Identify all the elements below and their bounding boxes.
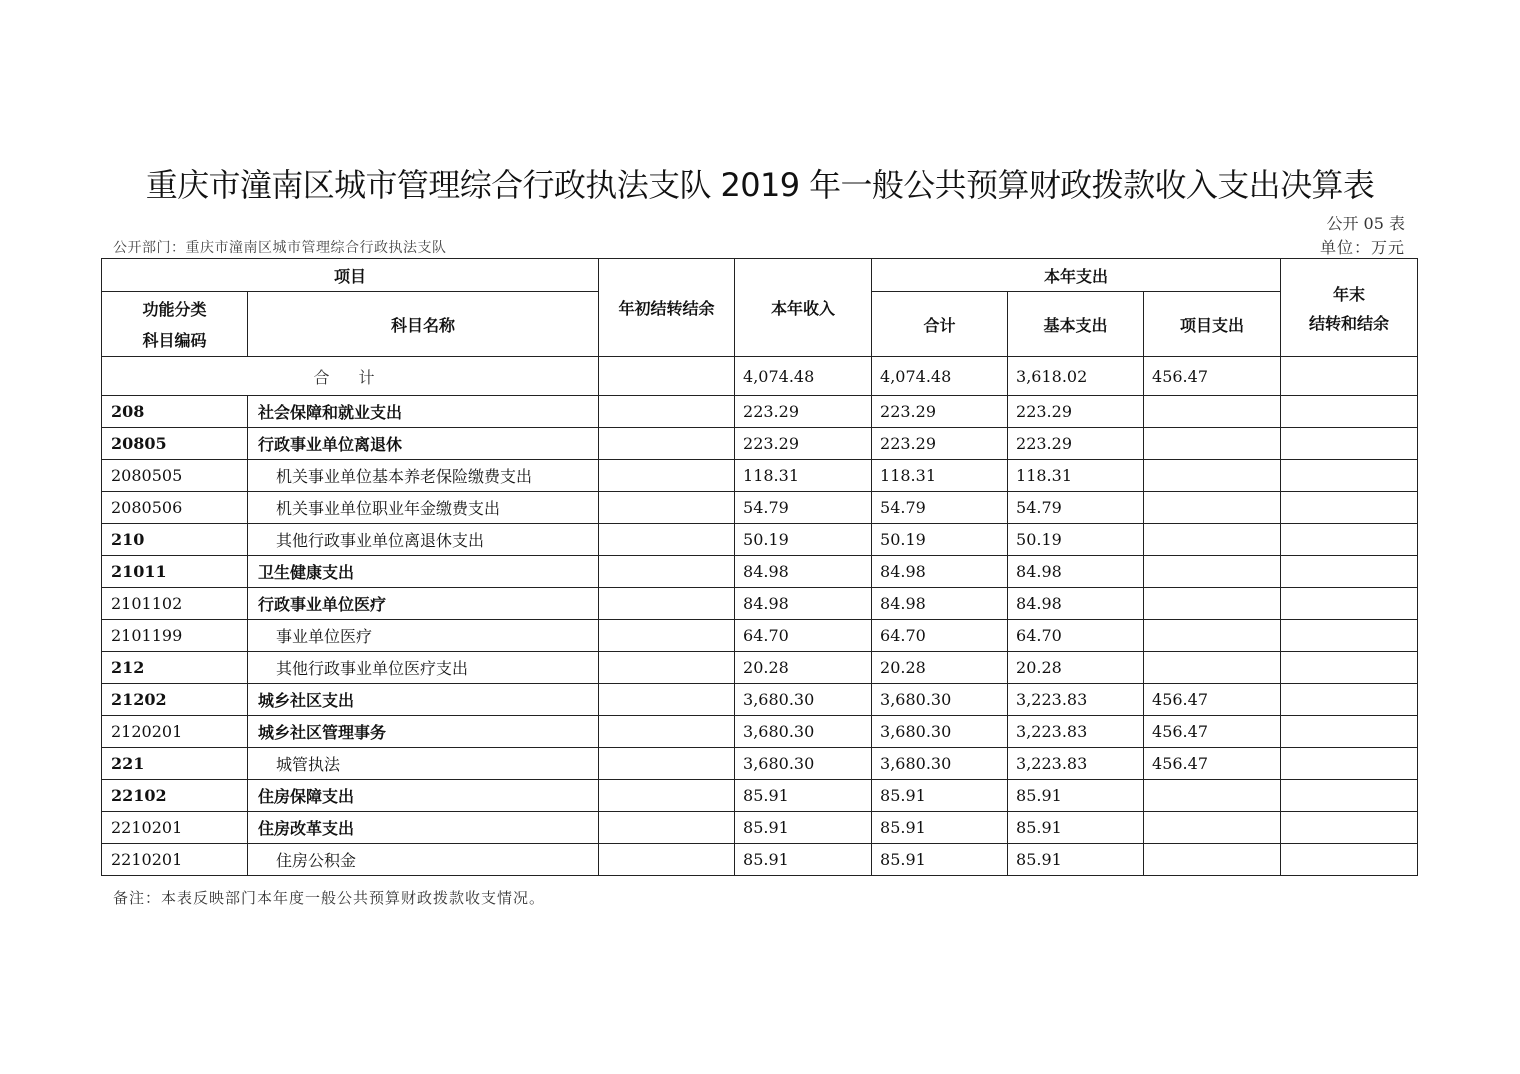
unit-label: 单位：万元 — [1319, 238, 1405, 257]
table-row — [102, 684, 1418, 716]
header-income: 本年收入 — [735, 259, 872, 357]
cell-total: 85.91 — [872, 844, 1008, 876]
cell-code: 2210201 — [102, 812, 248, 844]
cell-year-end — [1281, 492, 1418, 524]
cell-project: 456.47 — [1144, 357, 1281, 396]
cell-code: 2080505 — [102, 460, 248, 492]
header-basic: 基本支出 — [1008, 292, 1144, 357]
table-row — [102, 620, 1418, 652]
cell-code: 221 — [102, 748, 248, 780]
table-row — [102, 492, 1418, 524]
header-subject-name: 科目名称 — [248, 292, 599, 357]
cell-name: 城乡社区支出 — [248, 684, 599, 716]
table-row — [102, 780, 1418, 812]
cell-income: 4,074.48 — [735, 357, 872, 396]
cell-opening — [599, 428, 735, 460]
cell-code: 210 — [102, 524, 248, 556]
cell-opening — [599, 684, 735, 716]
cell-income: 223.29 — [735, 396, 872, 428]
cell-basic: 223.29 — [1008, 396, 1144, 428]
cell-total: 84.98 — [872, 588, 1008, 620]
cell-year-end — [1281, 748, 1418, 780]
cell-project — [1144, 620, 1281, 652]
cell-opening — [599, 396, 735, 428]
table-row — [102, 460, 1418, 492]
cell-total: 3,680.30 — [872, 684, 1008, 716]
cell-basic: 85.91 — [1008, 844, 1144, 876]
cell-name: 住房保障支出 — [248, 780, 599, 812]
cell-basic: 223.29 — [1008, 428, 1144, 460]
cell-year-end — [1281, 716, 1418, 748]
cell-basic: 3,223.83 — [1008, 716, 1144, 748]
budget-table — [101, 258, 1418, 876]
cell-income: 223.29 — [735, 428, 872, 460]
cell-basic: 84.98 — [1008, 588, 1144, 620]
header-opening-balance: 年初结转结余 — [599, 259, 735, 357]
table-number: 公开 05 表 — [1326, 214, 1405, 233]
cell-total: 84.98 — [872, 556, 1008, 588]
cell-basic: 3,618.02 — [1008, 357, 1144, 396]
table-row — [102, 716, 1418, 748]
cell-total: 64.70 — [872, 620, 1008, 652]
header-year-end-line2: 结转和结余 — [1309, 313, 1390, 333]
cell-income: 118.31 — [735, 460, 872, 492]
cell-code: 2101199 — [102, 620, 248, 652]
cell-total: 85.91 — [872, 812, 1008, 844]
cell-project: 456.47 — [1144, 684, 1281, 716]
cell-name: 社会保障和就业支出 — [248, 396, 599, 428]
cell-income: 50.19 — [735, 524, 872, 556]
cell-project: 456.47 — [1144, 716, 1281, 748]
cell-project — [1144, 396, 1281, 428]
table-row — [102, 844, 1418, 876]
cell-project — [1144, 428, 1281, 460]
cell-year-end — [1281, 620, 1418, 652]
cell-project — [1144, 460, 1281, 492]
cell-opening — [599, 652, 735, 684]
cell-income: 85.91 — [735, 812, 872, 844]
cell-opening — [599, 780, 735, 812]
cell-basic: 50.19 — [1008, 524, 1144, 556]
page-title: 重庆市潼南区城市管理综合行政执法支队 2019 年一般公共预算财政拨款收入支出决算表 — [145, 166, 1375, 204]
cell-name: 卫生健康支出 — [248, 556, 599, 588]
cell-opening — [599, 556, 735, 588]
cell-total: 223.29 — [872, 428, 1008, 460]
total-row — [102, 357, 1418, 396]
cell-total: 85.91 — [872, 780, 1008, 812]
total-label: 合 计 — [102, 357, 599, 396]
cell-opening — [599, 748, 735, 780]
cell-basic: 84.98 — [1008, 556, 1144, 588]
table-row — [102, 428, 1418, 460]
header-expense: 本年支出 — [872, 259, 1281, 292]
cell-code: 2210201 — [102, 844, 248, 876]
cell-total: 3,680.30 — [872, 716, 1008, 748]
table-row — [102, 812, 1418, 844]
cell-basic: 85.91 — [1008, 780, 1144, 812]
cell-income: 84.98 — [735, 588, 872, 620]
cell-name: 住房公积金 — [248, 844, 599, 876]
table-row — [102, 524, 1418, 556]
cell-total: 54.79 — [872, 492, 1008, 524]
department-label: 公开部门：重庆市潼南区城市管理综合行政执法支队 — [113, 240, 447, 256]
cell-project: 456.47 — [1144, 748, 1281, 780]
header-total: 合计 — [872, 292, 1008, 357]
cell-name: 行政事业单位离退休 — [248, 428, 599, 460]
cell-basic: 3,223.83 — [1008, 684, 1144, 716]
header-project: 项目 — [102, 259, 599, 292]
cell-project — [1144, 812, 1281, 844]
cell-income: 85.91 — [735, 780, 872, 812]
cell-name: 其他行政事业单位离退休支出 — [248, 524, 599, 556]
cell-opening — [599, 524, 735, 556]
cell-opening — [599, 716, 735, 748]
cell-opening — [599, 620, 735, 652]
cell-year-end — [1281, 396, 1418, 428]
cell-code: 2080506 — [102, 492, 248, 524]
cell-income: 20.28 — [735, 652, 872, 684]
cell-project — [1144, 524, 1281, 556]
cell-basic: 20.28 — [1008, 652, 1144, 684]
cell-year-end — [1281, 357, 1418, 396]
cell-project — [1144, 844, 1281, 876]
header-year-end-line1: 年末 — [1333, 284, 1366, 304]
cell-opening — [599, 492, 735, 524]
header-code-line1: 功能分类 — [142, 300, 207, 319]
cell-income: 3,680.30 — [735, 716, 872, 748]
cell-year-end — [1281, 684, 1418, 716]
cell-total: 4,074.48 — [872, 357, 1008, 396]
cell-opening — [599, 460, 735, 492]
cell-basic: 118.31 — [1008, 460, 1144, 492]
cell-project — [1144, 556, 1281, 588]
cell-total: 20.28 — [872, 652, 1008, 684]
cell-code: 212 — [102, 652, 248, 684]
table-row — [102, 652, 1418, 684]
cell-year-end — [1281, 812, 1418, 844]
cell-project — [1144, 492, 1281, 524]
cell-year-end — [1281, 556, 1418, 588]
cell-year-end — [1281, 652, 1418, 684]
cell-project — [1144, 780, 1281, 812]
cell-year-end — [1281, 524, 1418, 556]
cell-opening — [599, 357, 735, 396]
cell-code: 21011 — [102, 556, 248, 588]
cell-name: 机关事业单位基本养老保险缴费支出 — [248, 460, 599, 492]
cell-income: 3,680.30 — [735, 684, 872, 716]
cell-code: 20805 — [102, 428, 248, 460]
cell-name: 城乡社区管理事务 — [248, 716, 599, 748]
cell-basic: 54.79 — [1008, 492, 1144, 524]
cell-name: 机关事业单位职业年金缴费支出 — [248, 492, 599, 524]
cell-code: 208 — [102, 396, 248, 428]
table-row — [102, 396, 1418, 428]
cell-year-end — [1281, 460, 1418, 492]
header-code — [102, 292, 248, 357]
cell-name: 事业单位医疗 — [248, 620, 599, 652]
cell-basic: 3,223.83 — [1008, 748, 1144, 780]
cell-opening — [599, 812, 735, 844]
header-code-line2: 科目编码 — [142, 331, 207, 350]
cell-year-end — [1281, 428, 1418, 460]
cell-year-end — [1281, 588, 1418, 620]
cell-year-end — [1281, 780, 1418, 812]
cell-opening — [599, 588, 735, 620]
cell-income: 54.79 — [735, 492, 872, 524]
cell-name: 其他行政事业单位医疗支出 — [248, 652, 599, 684]
cell-basic: 64.70 — [1008, 620, 1144, 652]
table-row — [102, 556, 1418, 588]
cell-income: 3,680.30 — [735, 748, 872, 780]
cell-income: 84.98 — [735, 556, 872, 588]
cell-total: 3,680.30 — [872, 748, 1008, 780]
cell-opening — [599, 844, 735, 876]
cell-total: 118.31 — [872, 460, 1008, 492]
footnote: 备注：本表反映部门本年度一般公共预算财政拨款收支情况。 — [113, 889, 546, 907]
cell-total: 223.29 — [872, 396, 1008, 428]
cell-income: 64.70 — [735, 620, 872, 652]
cell-code: 21202 — [102, 684, 248, 716]
header-year-end — [1281, 259, 1418, 357]
cell-code: 2101102 — [102, 588, 248, 620]
cell-project — [1144, 652, 1281, 684]
table-row — [102, 588, 1418, 620]
cell-project — [1144, 588, 1281, 620]
cell-name: 行政事业单位医疗 — [248, 588, 599, 620]
table-row — [102, 748, 1418, 780]
cell-code: 2120201 — [102, 716, 248, 748]
cell-total: 50.19 — [872, 524, 1008, 556]
cell-name: 住房改革支出 — [248, 812, 599, 844]
cell-code: 22102 — [102, 780, 248, 812]
cell-year-end — [1281, 844, 1418, 876]
header-project-expense: 项目支出 — [1144, 292, 1281, 357]
cell-basic: 85.91 — [1008, 812, 1144, 844]
cell-name: 城管执法 — [248, 748, 599, 780]
cell-income: 85.91 — [735, 844, 872, 876]
